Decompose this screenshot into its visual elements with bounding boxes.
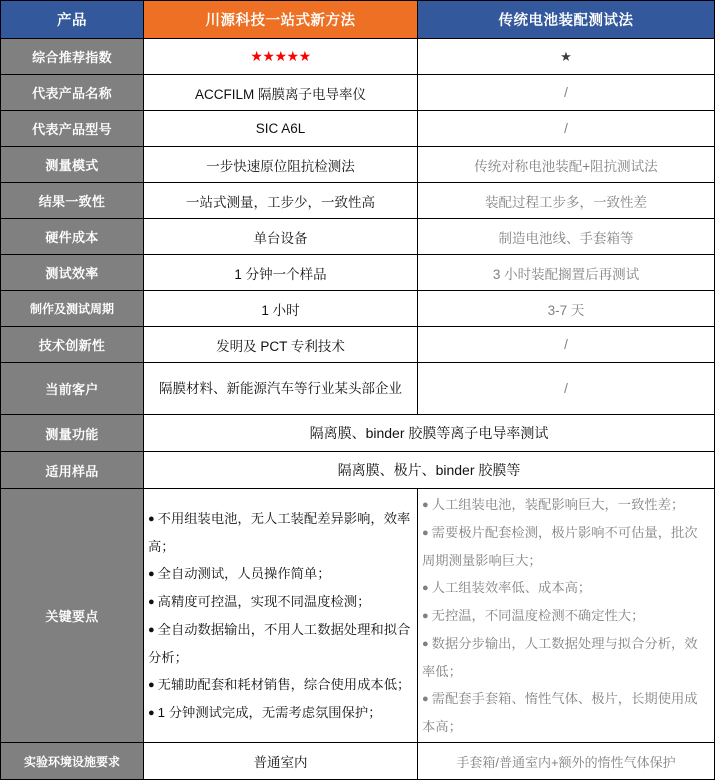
key-points-new-cell <box>144 489 418 743</box>
bullet-icon: ● <box>422 610 429 622</box>
bullet-icon: ● <box>422 527 429 539</box>
bullet-icon: ● <box>148 678 155 691</box>
table-body <box>1 39 715 780</box>
table-row-key-points <box>1 489 715 743</box>
row-label: 测试效率 <box>1 255 144 291</box>
key-point-text: 数据分步输出，人工数据处理与拟合分析，效率低； <box>422 636 698 679</box>
key-point-item <box>148 616 413 671</box>
row-value-merged: 隔离膜、极片、binder 胶膜等 <box>144 452 715 489</box>
row-value-old: 手套箱/普通室内+额外的惰性气体保护 <box>418 743 715 780</box>
row-value-new: 1 小时 <box>144 291 418 327</box>
row-label: 结果一致性 <box>1 183 144 219</box>
row-label: 实验环境设施要求 <box>1 743 144 780</box>
key-point-item <box>422 602 710 630</box>
table-row <box>1 452 715 489</box>
bullet-icon: ● <box>148 706 155 719</box>
bullet-icon: ● <box>148 567 155 580</box>
key-point-item <box>148 588 413 616</box>
key-point-text: 人工组装电池，装配影响巨大，一致性差； <box>431 497 685 512</box>
key-point-text: 需配套手套箱、惰性气体、极片，长期使用成本高； <box>422 691 698 734</box>
row-value-new: 隔膜材料、新能源汽车等行业某头部企业 <box>144 363 418 415</box>
row-value-merged: 隔离膜、binder 胶膜等离子电导率测试 <box>144 415 715 452</box>
row-value-old: / <box>418 327 715 363</box>
row-value-old: 3-7 天 <box>418 291 715 327</box>
row-label: 代表产品名称 <box>1 75 144 111</box>
key-points-old-cell <box>418 489 715 743</box>
key-point-item <box>422 574 710 602</box>
row-value-new: 1 分钟一个样品 <box>144 255 418 291</box>
key-point-text: 全自动测试，人员操作简单； <box>157 565 331 581</box>
header-row <box>1 1 715 39</box>
row-value-old: 传统对称电池装配+阻抗测试法 <box>418 147 715 183</box>
table-row <box>1 183 715 219</box>
row-value-old <box>418 39 715 75</box>
row-value-old: 制造电池线、手套箱等 <box>418 219 715 255</box>
key-point-item <box>148 671 413 699</box>
bullet-icon: ● <box>422 499 429 511</box>
rating-stars-new: ★★★★★ <box>250 48 311 64</box>
row-value-new: SIC A6L <box>144 111 418 147</box>
key-point-text: 高精度可控温，实现不同温度检测； <box>157 593 371 609</box>
table-row <box>1 111 715 147</box>
bullet-icon: ● <box>422 693 429 705</box>
row-label: 当前客户 <box>1 363 144 415</box>
row-value-new: 单台设备 <box>144 219 418 255</box>
table-row <box>1 743 715 780</box>
key-point-text: 需要极片配套检测，极片影响不可估量，批次周期测量影响巨大； <box>422 525 698 568</box>
table-header <box>1 1 715 39</box>
bullet-icon: ● <box>422 582 429 594</box>
table-row <box>1 255 715 291</box>
key-point-text: 全自动数据输出，不用人工数据处理和拟合分析； <box>148 621 411 665</box>
table-row <box>1 75 715 111</box>
row-value-new <box>144 39 418 75</box>
header-cell-new-method: 川源科技一站式新方法 <box>144 1 418 39</box>
rating-stars-old: ★ <box>560 48 572 64</box>
key-point-item <box>422 491 710 519</box>
key-point-text: 人工组装效率低、成本高； <box>431 580 592 595</box>
row-value-old: 装配过程工步多，一致性差 <box>418 183 715 219</box>
key-point-text: 无控温，不同温度检测不确定性大； <box>431 608 645 623</box>
row-value-new: 普通室内 <box>144 743 418 780</box>
key-point-text: 不用组装电池，无人工装配差异影响，效率高； <box>148 510 411 554</box>
key-point-item <box>422 630 710 685</box>
row-value-new: 一站式测量，工步少，一致性高 <box>144 183 418 219</box>
key-point-item <box>148 505 413 560</box>
table-row <box>1 219 715 255</box>
row-value-old: / <box>418 363 715 415</box>
key-points-old-list <box>422 491 710 740</box>
row-label: 制作及测试周期 <box>1 291 144 327</box>
table-row <box>1 363 715 415</box>
row-label: 适用样品 <box>1 452 144 489</box>
row-label: 测量模式 <box>1 147 144 183</box>
key-point-text: 1 分钟测试完成，无需考虑氛围保护； <box>157 704 382 720</box>
row-label: 硬件成本 <box>1 219 144 255</box>
key-point-item <box>422 685 710 740</box>
row-value-old: / <box>418 75 715 111</box>
bullet-icon: ● <box>148 595 155 608</box>
key-point-item <box>148 699 413 727</box>
row-value-new: 一步快速原位阻抗检测法 <box>144 147 418 183</box>
row-value-old: 3 小时装配搁置后再测试 <box>418 255 715 291</box>
row-label: 综合推荐指数 <box>1 39 144 75</box>
row-label: 测量功能 <box>1 415 144 452</box>
row-label: 关键要点 <box>1 489 144 743</box>
table-row <box>1 39 715 75</box>
bullet-icon: ● <box>422 638 429 650</box>
bullet-icon: ● <box>148 512 155 525</box>
row-label: 技术创新性 <box>1 327 144 363</box>
key-point-text: 无辅助配套和耗材销售，综合使用成本低； <box>157 676 411 692</box>
key-point-item <box>148 560 413 588</box>
table-row <box>1 327 715 363</box>
table-row <box>1 147 715 183</box>
key-point-item <box>422 519 710 574</box>
header-cell-traditional-method: 传统电池装配测试法 <box>418 1 715 39</box>
key-points-new-list <box>148 505 413 727</box>
table-row <box>1 415 715 452</box>
bullet-icon: ● <box>148 623 155 636</box>
row-value-new: ACCFILM 隔膜离子电导率仪 <box>144 75 418 111</box>
header-cell-product: 产品 <box>1 1 144 39</box>
row-value-new: 发明及 PCT 专利技术 <box>144 327 418 363</box>
row-value-old: / <box>418 111 715 147</box>
table-row <box>1 291 715 327</box>
row-label: 代表产品型号 <box>1 111 144 147</box>
